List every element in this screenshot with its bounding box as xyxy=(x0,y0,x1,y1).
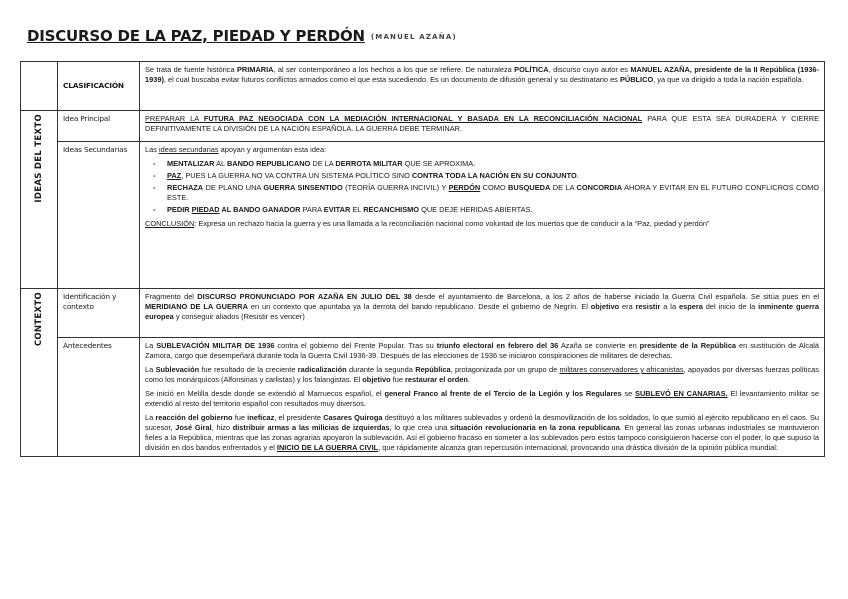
label-idea-principal: Idea Principal xyxy=(58,111,140,142)
section-label-ideas: IDEAS DEL TEXTO xyxy=(34,114,44,203)
antecedentes-paragraph: La Sublevación fue resultado de la creciente radicalización durante la segunda República, protagonizada por un grupo de militares conservadores y africanistas, apoyados por diversas fuerzas políticas como los monárquicos (Alfonsinas y carlistas) y los falangistas. El objetivo fue restaurar el orden. xyxy=(145,365,819,384)
content-idea-principal: PREPARAR LA FUTURA PAZ NEGOCIADA CON LA MEDIACIÓN INTERNACIONAL Y BASADA EN LA RECONCILIACIÓN NACIONAL PARA QUE ESTA SEA DURADERA Y CIERRE DEFINITIVAMENTE LA DIVISIÓN DE LA NACIÓN ESPAÑOLA. LA GUERRA DEBE TERMINAR. xyxy=(140,111,825,142)
antecedentes-paragraph: La SUBLEVACIÓN MILITAR DE 1936 contra el gobierno del Frente Popular. Tras su triunfo electoral en febrero del 36 Azaña se convierte en presidente de la República en sustitución de Alcalá Zamora, cargo que desempeñará durante toda la Guerra Civil 1936-39. Después de las elecciones de 1936 se iniciaron conspiraciones de militares de derechas. xyxy=(145,341,819,360)
section-contexto xyxy=(21,289,58,457)
row-antecedentes xyxy=(21,338,825,457)
list-item: - RECHAZA DE PLANO UNA GUERRA SINSENTIDO (TEORÍA GUERRA INCIVIL) Y PERDÓN COMO BUSQUEDA DE LA CONCORDIA AHORA Y EVITAR EN EL FUTURO CONFLICROS COMO ESTE. xyxy=(167,183,819,203)
antecedentes-paragraph: La reacción del gobierno fue ineficaz, el presidente Casares Quiroga destituyó a los militares sublevados y ordenó la desmovilización de los soldados, lo que sumió al ejército republicano en el caos. Su sucesor, José Giral, hizo distribuir armas a las milicias de izquierdas, lo que crea una situación revolucionaria en la zona republicana. En general las zonas urbanas industriales se mantuvieron fieles a la República, mientras que las zonas agrarias apoyaron la sublevación. Así el gobierno fracaso en someter a los sublevados pero estos tampoco consiguieron hacerse con el poder, lo que supuso la división en dos bandos enfrentados y el INICIO DE LA GUERRA CIVIL, que rápidamente alcanza gran repercusión internacional, provocando una drástica división de la opinión pública mundial: xyxy=(145,413,819,452)
document-title: DISCURSO DE LA PAZ, PIEDAD Y PERDÓN xyxy=(27,27,365,45)
label-clasificacion: CLASIFICACIÓN xyxy=(58,62,140,111)
ideas-intro: Las ideas secundarias apoyan y argumentan esta idea: xyxy=(145,145,327,154)
content-ideas-secundarias xyxy=(140,142,825,289)
document-header xyxy=(27,26,457,45)
antecedentes-paragraph: Se inició en Melilla desde donde se extendió al Marruecos español, el general Franco al frente de el Tercio de la Legión y los Regulares se SUBLEVÓ EN CANARIAS. El levantamiento militar se extendió al resto del territorio español con resultados muy diversos. xyxy=(145,389,819,408)
content-antecedentes xyxy=(140,338,825,457)
section-empty-cell xyxy=(21,62,58,111)
section-ideas xyxy=(21,111,58,289)
ideas-conclusion: CONCLUSIÓN: Expresa un rechazo hacia la guerra y es una llamada a la reconciliación nacional como voluntad de los muertos que de conducir a la “Paz, piedad y perdón” xyxy=(145,219,710,228)
ideas-list xyxy=(145,159,819,215)
list-item: - MENTALIZAR AL BANDO REPUBLICANO DE LA DERROTA MILITAR QUE SE APROXIMA. xyxy=(167,159,819,169)
list-item: - PAZ, PUES LA GUERRA NO VA CONTRA UN SISTEMA POLÍTICO SINO CONTRA TODA LA NACIÓN EN SU CONJUNTO. xyxy=(167,171,819,181)
document-author: (MANUEL AZAÑA) xyxy=(370,33,457,41)
commentary-table xyxy=(20,61,825,457)
list-item: - PEDIR PIEDAD AL BANDO GANADOR PARA EVITAR EL RECANCHISMO QUE DEJE HERIDAS ABIERTAS. xyxy=(167,205,819,215)
content-identificacion: Fragmento del DISCURSO PRONUNCIADO POR AZAÑA EN JULIO DEL 38 desde el ayuntamiento de Barcelona, a los 2 años de haberse iniciado la Guerra Civil española. Se sitúa pues en el MERIDIANO DE LA GUERRA en un contexto que apuntaba ya la derrota del bando republicano. Desde el gobierno de Negrín. El objetivo era resistir a la espera del inicio de la inminente guerra europea y conseguir aliados (Resistir es vencer) xyxy=(140,289,825,338)
section-label-contexto: CONTEXTO xyxy=(34,292,44,347)
row-idea-principal xyxy=(21,111,825,142)
label-antecedentes: Antecedentes xyxy=(58,338,140,457)
label-identificacion: Identificación y contexto xyxy=(58,289,140,338)
row-clasificacion xyxy=(21,62,825,111)
row-ideas-secundarias xyxy=(21,142,825,289)
row-identificacion xyxy=(21,289,825,338)
label-ideas-secundarias: Ideas Secundarias xyxy=(58,142,140,289)
content-clasificacion: Se trata de fuente histórica PRIMARIA, al ser contemporáneo a los hechos a los que se refiere. De naturaleza POLÍTICA, discurso cuyo autor es MANUEL AZAÑA, presidente de la II República (1936-1939), el cual buscaba evitar futuros conflictos armados como el que esta sucediendo. Es un documento de difusión general y su destinatario es PÚBLICO, ya que va dirigido a toda la nación española. xyxy=(140,62,825,111)
